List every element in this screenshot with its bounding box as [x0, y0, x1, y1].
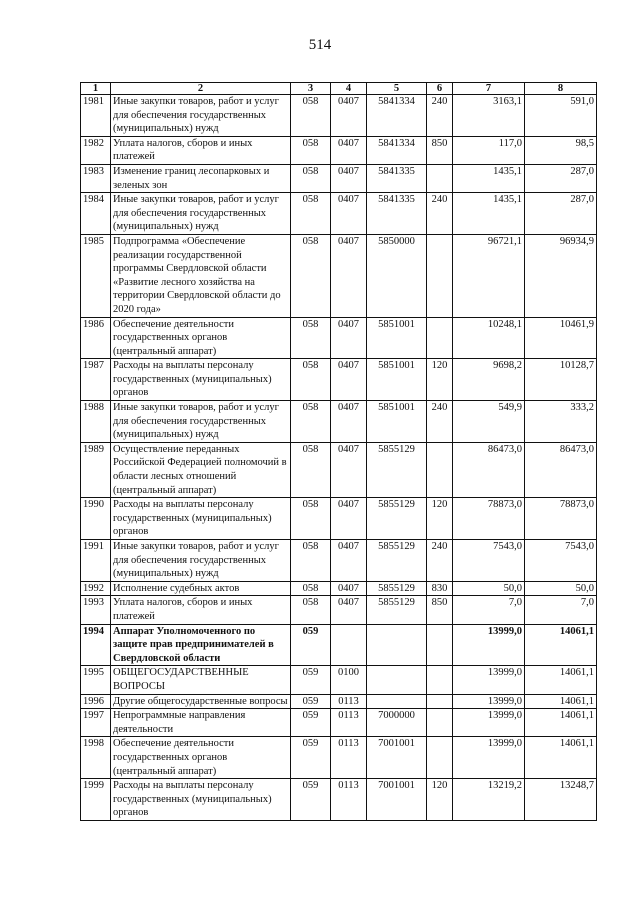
table-row: [81, 779, 597, 821]
target-code-cell: [367, 694, 427, 709]
expense-type-cell: 120: [427, 779, 453, 821]
expense-type-cell: 240: [427, 401, 453, 443]
table-row: [81, 581, 597, 596]
item-name-cell: Иные закупки товаров, работ и услуг для обеспечения государственных (муниципальных) нужд: [111, 193, 291, 235]
table-row: [81, 624, 597, 666]
amount-year-2-cell: 7,0: [525, 596, 597, 624]
amount-year-1-cell: 9698,2: [453, 359, 525, 401]
ministry-code-cell: 058: [291, 193, 331, 235]
ministry-code-cell: 059: [291, 694, 331, 709]
section-code-cell: [331, 624, 367, 666]
page-number: 514: [308, 37, 332, 53]
table-row: [81, 317, 597, 359]
amount-year-1-cell: 1435,1: [453, 164, 525, 192]
section-code-cell: 0407: [331, 498, 367, 540]
section-code-cell: 0407: [331, 164, 367, 192]
header-col-8: 8: [525, 83, 597, 95]
ministry-code-cell: 058: [291, 596, 331, 624]
item-name-cell: Исполнение судебных актов: [111, 581, 291, 596]
amount-year-2-cell: 287,0: [525, 193, 597, 235]
amount-year-1-cell: 13219,2: [453, 779, 525, 821]
amount-year-1-cell: 7543,0: [453, 540, 525, 582]
row-number-cell: 1992: [81, 581, 111, 596]
expense-type-cell: 240: [427, 95, 453, 137]
amount-year-1-cell: 10248,1: [453, 317, 525, 359]
row-number-cell: 1981: [81, 95, 111, 137]
amount-year-1-cell: 78873,0: [453, 498, 525, 540]
expense-type-cell: [427, 737, 453, 779]
ministry-code-cell: 058: [291, 442, 331, 497]
table-body: [81, 95, 597, 821]
amount-year-2-cell: 10461,9: [525, 317, 597, 359]
amount-year-2-cell: 14061,1: [525, 694, 597, 709]
amount-year-2-cell: 287,0: [525, 164, 597, 192]
ministry-code-cell: 058: [291, 317, 331, 359]
target-code-cell: 5851001: [367, 359, 427, 401]
row-number-cell: 1999: [81, 779, 111, 821]
item-name-cell: Непрограммные направления деятельности: [111, 709, 291, 737]
amount-year-1-cell: 3163,1: [453, 95, 525, 137]
target-code-cell: 5841334: [367, 136, 427, 164]
row-number-cell: 1983: [81, 164, 111, 192]
section-code-cell: 0407: [331, 136, 367, 164]
table-row: [81, 136, 597, 164]
item-name-cell: Аппарат Уполномоченного по защите прав предпринимателей в Свердловской области: [111, 624, 291, 666]
row-number-cell: 1996: [81, 694, 111, 709]
item-name-cell: Уплата налогов, сборов и иных платежей: [111, 136, 291, 164]
expense-type-cell: [427, 694, 453, 709]
ministry-code-cell: 058: [291, 401, 331, 443]
item-name-cell: Расходы на выплаты персоналу государственных (муниципальных) органов: [111, 779, 291, 821]
ministry-code-cell: 058: [291, 234, 331, 317]
row-number-cell: 1990: [81, 498, 111, 540]
amount-year-2-cell: 14061,1: [525, 624, 597, 666]
target-code-cell: 5855129: [367, 540, 427, 582]
header-col-5: 5: [367, 83, 427, 95]
ministry-code-cell: 059: [291, 779, 331, 821]
item-name-cell: Расходы на выплаты персоналу государственных (муниципальных) органов: [111, 359, 291, 401]
item-name-cell: Осуществление переданных Российской Федерацией полномочий в области лесных отношений (центральный аппарат): [111, 442, 291, 497]
table-row: [81, 694, 597, 709]
amount-year-1-cell: 13999,0: [453, 694, 525, 709]
item-name-cell: Расходы на выплаты персоналу государственных (муниципальных) органов: [111, 498, 291, 540]
amount-year-2-cell: 14061,1: [525, 737, 597, 779]
amount-year-1-cell: 13999,0: [453, 737, 525, 779]
amount-year-2-cell: 10128,7: [525, 359, 597, 401]
table-row: [81, 164, 597, 192]
expense-type-cell: [427, 164, 453, 192]
section-code-cell: 0100: [331, 666, 367, 694]
ministry-code-cell: 058: [291, 164, 331, 192]
row-number-cell: 1984: [81, 193, 111, 235]
amount-year-1-cell: 86473,0: [453, 442, 525, 497]
section-code-cell: 0407: [331, 95, 367, 137]
item-name-cell: Подпрограмма «Обеспечение реализации государственной программы Свердловской области «Развитие лесного хозяйства на территории Свердловской области до 2020 года»: [111, 234, 291, 317]
table-row: [81, 737, 597, 779]
amount-year-1-cell: 1435,1: [453, 193, 525, 235]
row-number-cell: 1994: [81, 624, 111, 666]
section-code-cell: 0407: [331, 193, 367, 235]
target-code-cell: 5851001: [367, 401, 427, 443]
expense-type-cell: 850: [427, 136, 453, 164]
expense-type-cell: 850: [427, 596, 453, 624]
expense-type-cell: [427, 666, 453, 694]
target-code-cell: 5850000: [367, 234, 427, 317]
ministry-code-cell: 058: [291, 498, 331, 540]
amount-year-2-cell: 96934,9: [525, 234, 597, 317]
ministry-code-cell: 059: [291, 737, 331, 779]
expense-type-cell: 830: [427, 581, 453, 596]
target-code-cell: 5855129: [367, 442, 427, 497]
item-name-cell: Другие общегосударственные вопросы: [111, 694, 291, 709]
amount-year-1-cell: 117,0: [453, 136, 525, 164]
ministry-code-cell: 059: [291, 709, 331, 737]
ministry-code-cell: 059: [291, 666, 331, 694]
target-code-cell: [367, 624, 427, 666]
section-code-cell: 0407: [331, 540, 367, 582]
expense-type-cell: 240: [427, 540, 453, 582]
amount-year-2-cell: 98,5: [525, 136, 597, 164]
header-col-6: 6: [427, 83, 453, 95]
expense-type-cell: [427, 234, 453, 317]
header-col-4: 4: [331, 83, 367, 95]
amount-year-2-cell: 13248,7: [525, 779, 597, 821]
amount-year-2-cell: 333,2: [525, 401, 597, 443]
table-row: [81, 401, 597, 443]
table-row: [81, 95, 597, 137]
ministry-code-cell: 058: [291, 581, 331, 596]
expense-type-cell: [427, 317, 453, 359]
row-number-cell: 1989: [81, 442, 111, 497]
amount-year-2-cell: 14061,1: [525, 666, 597, 694]
amount-year-2-cell: 591,0: [525, 95, 597, 137]
target-code-cell: 7000000: [367, 709, 427, 737]
table-row: [81, 193, 597, 235]
target-code-cell: 5855129: [367, 581, 427, 596]
row-number-cell: 1991: [81, 540, 111, 582]
table-row: [81, 540, 597, 582]
item-name-cell: Иные закупки товаров, работ и услуг для обеспечения государственных (муниципальных) нужд: [111, 540, 291, 582]
amount-year-1-cell: 50,0: [453, 581, 525, 596]
header-col-1: 1: [81, 83, 111, 95]
item-name-cell: Иные закупки товаров, работ и услуг для обеспечения государственных (муниципальных) нужд: [111, 95, 291, 137]
section-code-cell: 0407: [331, 234, 367, 317]
amount-year-2-cell: 50,0: [525, 581, 597, 596]
amount-year-1-cell: 13999,0: [453, 709, 525, 737]
row-number-cell: 1997: [81, 709, 111, 737]
table-row: [81, 442, 597, 497]
section-code-cell: 0113: [331, 694, 367, 709]
expense-type-cell: 120: [427, 359, 453, 401]
target-code-cell: 7001001: [367, 737, 427, 779]
row-number-cell: 1995: [81, 666, 111, 694]
item-name-cell: ОБЩЕГОСУДАРСТВЕННЫЕ ВОПРОСЫ: [111, 666, 291, 694]
target-code-cell: 7001001: [367, 779, 427, 821]
section-code-cell: 0407: [331, 317, 367, 359]
header-col-2: 2: [111, 83, 291, 95]
section-code-cell: 0113: [331, 709, 367, 737]
row-number-cell: 1986: [81, 317, 111, 359]
expense-type-cell: 120: [427, 498, 453, 540]
ministry-code-cell: 058: [291, 359, 331, 401]
section-code-cell: 0113: [331, 779, 367, 821]
target-code-cell: 5841335: [367, 164, 427, 192]
section-code-cell: 0407: [331, 442, 367, 497]
ministry-code-cell: 058: [291, 136, 331, 164]
item-name-cell: Обеспечение деятельности государственных органов (центральный аппарат): [111, 737, 291, 779]
table-row: [81, 709, 597, 737]
expense-type-cell: [427, 709, 453, 737]
ministry-code-cell: 058: [291, 540, 331, 582]
item-name-cell: Иные закупки товаров, работ и услуг для обеспечения государственных (муниципальных) нужд: [111, 401, 291, 443]
row-number-cell: 1998: [81, 737, 111, 779]
amount-year-1-cell: 7,0: [453, 596, 525, 624]
header-col-7: 7: [453, 83, 525, 95]
amount-year-1-cell: 13999,0: [453, 624, 525, 666]
item-name-cell: Изменение границ лесопарковых и зеленых зон: [111, 164, 291, 192]
row-number-cell: 1987: [81, 359, 111, 401]
header-col-3: 3: [291, 83, 331, 95]
amount-year-1-cell: 13999,0: [453, 666, 525, 694]
row-number-cell: 1993: [81, 596, 111, 624]
budget-table: [80, 82, 597, 821]
row-number-cell: 1982: [81, 136, 111, 164]
table-row: [81, 498, 597, 540]
target-code-cell: [367, 666, 427, 694]
table-header-row: [81, 83, 597, 95]
table-row: [81, 596, 597, 624]
expense-type-cell: 240: [427, 193, 453, 235]
section-code-cell: 0113: [331, 737, 367, 779]
amount-year-1-cell: 96721,1: [453, 234, 525, 317]
amount-year-2-cell: 86473,0: [525, 442, 597, 497]
amount-year-2-cell: 7543,0: [525, 540, 597, 582]
item-name-cell: Обеспечение деятельности государственных органов (центральный аппарат): [111, 317, 291, 359]
section-code-cell: 0407: [331, 596, 367, 624]
section-code-cell: 0407: [331, 581, 367, 596]
target-code-cell: 5851001: [367, 317, 427, 359]
ministry-code-cell: 059: [291, 624, 331, 666]
table-row: [81, 234, 597, 317]
target-code-cell: 5841334: [367, 95, 427, 137]
section-code-cell: 0407: [331, 401, 367, 443]
amount-year-1-cell: 549,9: [453, 401, 525, 443]
section-code-cell: 0407: [331, 359, 367, 401]
target-code-cell: 5855129: [367, 596, 427, 624]
expense-type-cell: [427, 442, 453, 497]
amount-year-2-cell: 78873,0: [525, 498, 597, 540]
target-code-cell: 5841335: [367, 193, 427, 235]
row-number-cell: 1988: [81, 401, 111, 443]
row-number-cell: 1985: [81, 234, 111, 317]
ministry-code-cell: 058: [291, 95, 331, 137]
expense-type-cell: [427, 624, 453, 666]
target-code-cell: 5855129: [367, 498, 427, 540]
item-name-cell: Уплата налогов, сборов и иных платежей: [111, 596, 291, 624]
amount-year-2-cell: 14061,1: [525, 709, 597, 737]
table-row: [81, 359, 597, 401]
table-row: [81, 666, 597, 694]
